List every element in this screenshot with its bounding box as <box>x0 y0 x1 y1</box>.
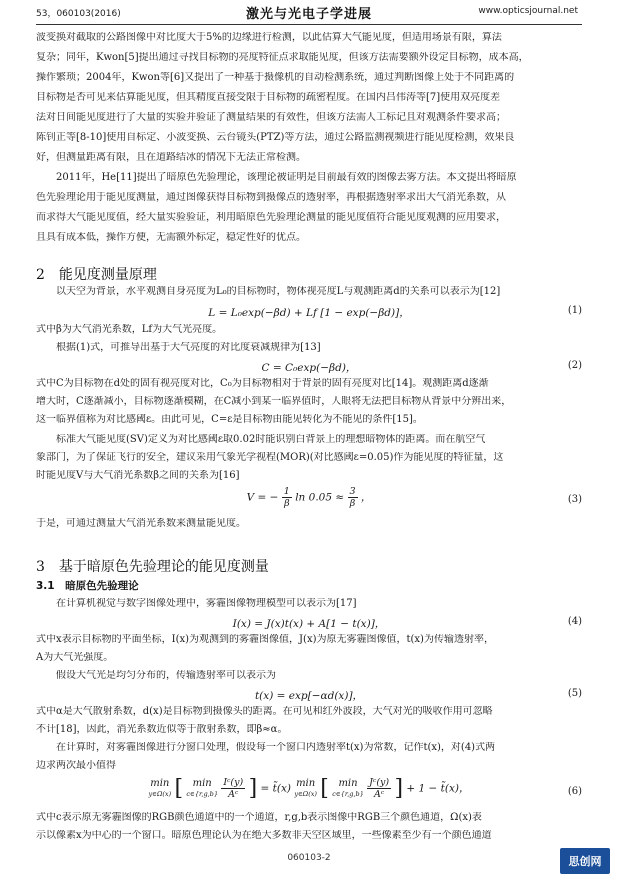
eq6-min-sub: c∈{r,g,b} <box>332 789 364 798</box>
body-line: 式中β为大气消光系数，Lf为大气光亮度。 <box>36 324 223 335</box>
eq6-mid: = t̃(x) <box>260 782 291 795</box>
body-line: 边求两次最小值得 <box>36 760 116 771</box>
eq6-min-c <box>332 779 364 799</box>
eq3-frac2-den: β <box>349 498 356 509</box>
body-line: 波变换对截取的公路图像中对比度大于5%的边缘进行检测，以此估算大气能见度，但适用场景有限，算法 <box>36 32 502 43</box>
eq6-frac1-num: Iᶜ(y) <box>223 777 244 788</box>
equation-number: (3) <box>567 494 582 505</box>
eq3-frac1-num: 1 <box>283 486 290 497</box>
body-line: A为大气光强度。 <box>36 652 114 663</box>
eq3-left: V = − <box>246 491 279 504</box>
body-line: 示以像素x为中心的一个窗口。暗原色理论认为在绝大多数非天空区域里，一些像素至少有一个颜色通道 <box>36 830 492 841</box>
body-line: 式中α是大气散射系数，d(x)是目标物到摄像头的距离。在可见和红外波段，大气对光的吸收作用可忽略 <box>36 706 493 717</box>
body-line: 于是，可通过测量大气消光系数来测量能见度。 <box>36 518 246 529</box>
watermark-logo: 思创网 <box>560 848 610 874</box>
journal-title: 激光与光电子学进展 <box>245 7 372 22</box>
body-line: 时能见度V与大气消光系数β之间的关系为[16] <box>36 470 240 481</box>
eq6-min-sub: y∈Ω(x) <box>148 789 172 798</box>
eq6-bracket-close: ] <box>248 776 258 801</box>
eq3-end: ， <box>360 491 372 504</box>
body-line: 在计算机视觉与数字图像处理中，雾霾图像物理模型可以表示为[17] <box>56 598 357 609</box>
eq6-frac2-num: Jᶜ(y) <box>369 777 390 788</box>
eq6-min-label: min <box>150 777 170 789</box>
equation-number: (1) <box>567 305 582 316</box>
eq3-frac2-num: 3 <box>349 486 356 497</box>
equation-6 <box>0 776 618 801</box>
section-heading: 2 能见度测量原理 <box>36 267 157 283</box>
body-line: 这一临界值称为对比感阈ε。由此可见，C=ε是目标物由能见转化为不能见的条件[15]。 <box>36 414 423 425</box>
eq6-fraction-1 <box>221 777 245 800</box>
eq3-mid: ln 0.05 ≈ <box>295 491 345 504</box>
body-line: 增大时，C逐渐减小，目标物逐渐模糊，在C减小到某一临界值时，人眼将无法把目标物从背景中分辨出来， <box>36 396 512 407</box>
eq6-min-label: min <box>338 777 358 789</box>
body-line: 而求得大气能见度值，经大量实验验证，利用暗原色先验理论测量的能见度值符合能见度观测的应用要求， <box>36 212 506 223</box>
body-line: 在计算时，对雾霾图像进行分窗口处理，假设每一个窗口内透射率t(x)为常数，记作t̃(x)，对(4)式两 <box>56 742 496 753</box>
equation-number: (6) <box>567 786 582 797</box>
body-line: 陈钊正等[8-10]使用自标定、小波变换、云台镜头(PTZ)等方法，通过公路监测视频进行能见度检测，效果良 <box>36 132 515 143</box>
body-line: 以天空为背景，水平观测自身亮度为L₀的目标物时，物体视亮度L与观测距离d的关系可以表示为[12] <box>56 286 501 297</box>
body-line: 不计[18]，因此，消光系数近似等于散射系数，即β≈α。 <box>36 724 288 735</box>
body-line: 式中C为目标物在d处的固有视亮度对比，C₀为目标物相对于背景的固有亮度对比[14]。观测距离d逐渐 <box>36 378 489 389</box>
header-divider <box>36 24 582 25</box>
eq6-end: + 1 − t̃(x)， <box>406 782 470 795</box>
equation-number: (5) <box>567 688 582 699</box>
eq3-frac1-den: β <box>284 498 290 509</box>
body-line: 2011年，He[11]提出了暗原色先验理论，该理论被证明是目前最有效的图像去雾方法。本文提出将暗原 <box>56 172 517 183</box>
eq6-min-y <box>294 779 317 799</box>
eq6-min-y <box>149 779 172 799</box>
section-heading: 3 基于暗原色先验理论的能见度测量 <box>36 559 269 575</box>
equation-number: (4) <box>567 616 582 627</box>
eq6-frac2-den: Aᶜ <box>374 789 385 800</box>
equation-3 <box>0 486 618 509</box>
body-line: 操作繁琐；2004年，Kwon等[6]又提出了一种基于摄像机的自动检测系统，通过判断图像上处于不同距离的 <box>36 72 515 83</box>
eq6-bracket-open: [ <box>174 776 184 801</box>
eq3-fraction-2 <box>348 486 358 509</box>
eq6-fraction-2 <box>367 777 391 800</box>
body-line: 且具有成本低，操作方便，无需额外标定，稳定性好的优点。 <box>36 232 306 243</box>
eq3-fraction-1 <box>282 486 292 509</box>
eq6-min-c <box>186 779 218 799</box>
body-line: 假设大气光是均匀分布的，传输透射率可以表示为 <box>56 670 276 681</box>
body-line: 象部门，为了保证飞行的安全，建议采用气象光学视程(MOR)(对比感阈ε=0.05)作为能见度的特征量，这 <box>36 452 504 463</box>
body-line: 式中c表示原无雾霾图像的RGB颜色通道中的一个通道，r,g,b表示图像中RGB三个颜色通道，Ω(x)表 <box>36 812 482 823</box>
eq6-min-sub: y∈Ω(x) <box>294 789 317 798</box>
subsection-heading: 3.1 暗原色先验理论 <box>36 580 139 592</box>
body-line: 根据(1)式，可推导出基于大气亮度的对比度衰减规律为[13] <box>56 342 321 353</box>
page-number: 060103-2 <box>287 853 331 863</box>
body-line: 标准大气能见度(SV)定义为对比感阈ε取0.02时能识别白背景上的理想暗物体的距离。而在航空气 <box>56 434 486 445</box>
equation-1: L = L₀exp(−βd) + Lf [1 − exp(−βd)]， <box>208 307 410 319</box>
body-line: 复杂；同年，Kwon[5]提出通过寻找目标物的亮度特征点求取能见度，但该方法需要额外设定目标物，成本高， <box>36 52 529 63</box>
body-line: 法对日间能见度进行了大量的实验并验证了测量结果的有效性，但该方法需人工标记且对观测条件要求高； <box>36 112 506 123</box>
body-line: 式中x表示目标物的平面坐标，I(x)为观测到的雾霾图像值，J(x)为原无雾霾图像值，t(x)为传输透射率， <box>36 634 494 645</box>
equation-5: t(x) = exp[−αd(x)]， <box>254 690 364 702</box>
eq6-frac1-den: Aᶜ <box>228 789 239 800</box>
eq6-min-sub: c∈{r,g,b} <box>186 789 218 798</box>
header-page-ref: 53，060103(2016) <box>36 9 121 19</box>
journal-website: www.opticsjournal.net <box>478 6 578 16</box>
body-line: 目标物是否可见来估算能见度，但其精度直接受限于目标物的疏密程度。在国内吕伟涛等[7]使用双亮度差 <box>36 92 501 103</box>
eq6-min-label: min <box>192 777 212 789</box>
eq6-bracket-open: [ <box>320 776 329 801</box>
eq6-min-label: min <box>296 777 316 789</box>
body-line: 色先验理论用于能见度测量，通过图像获得目标物到摄像点的透射率，再根据透射率求出大气消光系数，从 <box>36 192 506 203</box>
equation-4: I(x) = J(x)t(x) + A[1 − t(x)]， <box>232 618 386 630</box>
eq6-bracket-close: ] <box>394 776 404 801</box>
equation-number: (2) <box>567 360 582 371</box>
body-line: 好，但测量距离有限，且在道路结冰的情况下无法正常检测。 <box>36 152 306 163</box>
equation-2: C = C₀exp(−βd)， <box>261 362 357 374</box>
